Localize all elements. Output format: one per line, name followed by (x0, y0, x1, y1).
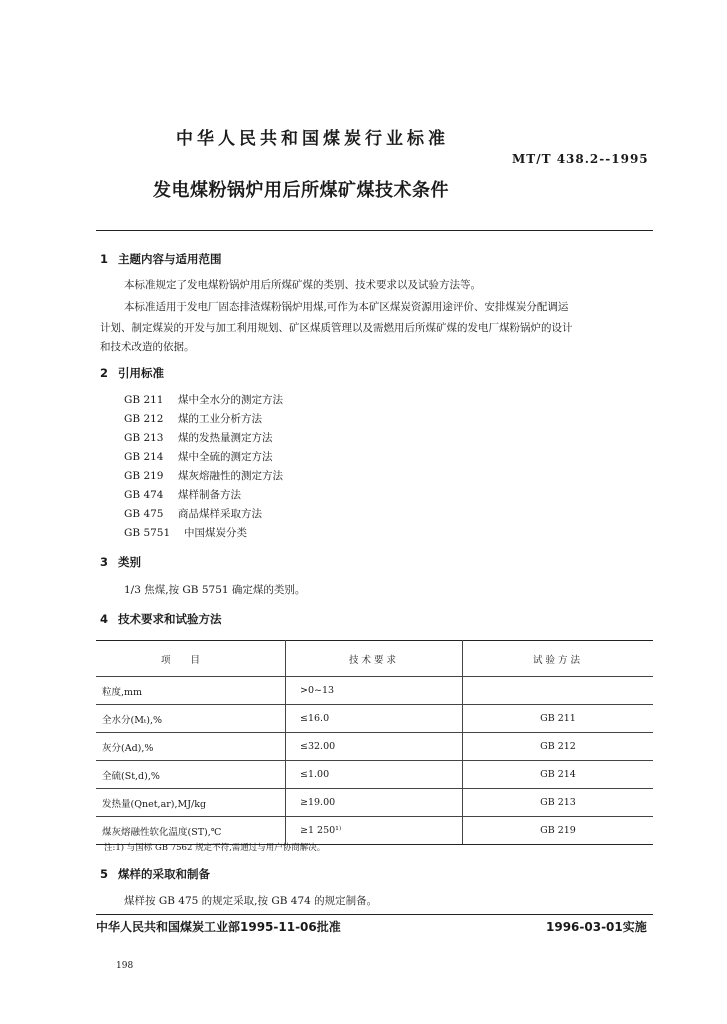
section-number: 4 (100, 612, 109, 626)
section-number: 5 (100, 867, 109, 881)
reference-item (124, 411, 262, 426)
reference-name: 煤的工业分析方法 (178, 413, 262, 425)
table-cell: 发热量(Qnet,ar),MJ/kg (96, 789, 286, 817)
table-cell: ≥1 250¹⁾ (286, 817, 463, 845)
table-cell: 全水分(Mₜ),% (96, 705, 286, 733)
table-cell: >0~13 (286, 677, 463, 705)
table-cell: GB 212 (463, 733, 654, 761)
paragraph: 本标准适用于发电厂固态排渣煤粉锅炉用煤,可作为本矿区煤炭资源用途评价、安排煤炭分配调运 (124, 301, 569, 313)
paragraph: 1/3 焦煤,按 GB 5751 确定煤的类别。 (124, 584, 306, 596)
table-row (96, 761, 653, 789)
reference-name: 煤中全水分的测定方法 (178, 394, 283, 406)
reference-name: 煤中全硫的测定方法 (178, 451, 273, 463)
reference-name: 煤灰熔融性的测定方法 (178, 470, 283, 482)
section-title: 煤样的采取和制备 (118, 867, 210, 881)
section-5-heading (100, 866, 210, 882)
table-cell: 粒度,mm (96, 677, 286, 705)
column-header: 项目 (96, 641, 286, 677)
table-cell: ≤1.00 (286, 761, 463, 789)
section-1-heading (100, 251, 222, 267)
approval-line: 中华人民共和国煤炭工业部1995-11-06批准 (96, 920, 341, 934)
table-cell: GB 214 (463, 761, 654, 789)
reference-item (124, 430, 273, 445)
standard-organization: 中华人民共和国煤炭行业标准 (176, 129, 449, 149)
technical-requirements-table (96, 640, 653, 845)
section-title: 引用标准 (118, 366, 164, 380)
reference-item (124, 506, 262, 521)
reference-code: GB 212 (124, 413, 164, 425)
section-number: 3 (100, 555, 109, 569)
section-title: 类别 (118, 555, 141, 569)
table-cell: ≥19.00 (286, 789, 463, 817)
standard-number: MT/T 438.2--1995 (512, 152, 649, 166)
reference-item (124, 392, 283, 407)
document-title: 发电煤粉锅炉用后所煤矿煤技术条件 (153, 180, 449, 201)
reference-item (124, 487, 241, 502)
section-2-heading (100, 365, 164, 381)
reference-item (124, 525, 247, 540)
table-cell: GB 219 (463, 817, 654, 845)
reference-name: 商品煤样采取方法 (178, 508, 262, 520)
table-cell: 煤灰熔融性软化温度(ST),℃ (96, 817, 286, 845)
reference-code: GB 475 (124, 508, 164, 520)
reference-code: GB 5751 (124, 527, 171, 539)
page-number: 198 (116, 961, 134, 971)
column-header: 试验方法 (463, 641, 654, 677)
footer-divider (96, 914, 653, 915)
section-number: 1 (100, 252, 109, 266)
reference-code: GB 213 (124, 432, 164, 444)
paragraph: 计划、制定煤炭的开发与加工利用规划、矿区煤质管理以及需燃用后所煤矿煤的发电厂煤粉锅炉的设计 (100, 322, 573, 334)
paragraph: 煤样按 GB 475 的规定采取,按 GB 474 的规定制备。 (124, 895, 378, 907)
table-row (96, 733, 653, 761)
table-footnote: 注:1) 与国标 GB 7562 规定不符,需通过与用户协商解决。 (104, 843, 326, 853)
reference-name: 煤的发热量测定方法 (178, 432, 273, 444)
reference-code: GB 211 (124, 394, 164, 406)
table-cell (463, 677, 654, 705)
table-row (96, 789, 653, 817)
section-3-heading (100, 554, 141, 570)
table-cell: 灰分(Ad),% (96, 733, 286, 761)
implementation-date: 1996-03-01实施 (546, 920, 647, 934)
section-title: 技术要求和试验方法 (118, 612, 222, 626)
table-row (96, 705, 653, 733)
table-cell: GB 211 (463, 705, 654, 733)
section-number: 2 (100, 366, 109, 380)
reference-code: GB 474 (124, 489, 164, 501)
reference-name: 煤样制备方法 (178, 489, 241, 501)
title-divider (96, 230, 653, 231)
column-header: 技术要求 (286, 641, 463, 677)
paragraph: 本标准规定了发电煤粉锅炉用后所煤矿煤的类别、技术要求以及试验方法等。 (124, 279, 481, 291)
reference-code: GB 219 (124, 470, 164, 482)
section-title: 主题内容与适用范围 (118, 252, 222, 266)
paragraph: 和技术改造的依据。 (100, 341, 195, 353)
reference-code: GB 214 (124, 451, 164, 463)
table-cell: 全硫(St,d),% (96, 761, 286, 789)
section-4-heading (100, 611, 222, 627)
table-row (96, 677, 653, 705)
reference-item (124, 449, 273, 464)
table-cell: ≤16.0 (286, 705, 463, 733)
reference-name: 中国煤炭分类 (184, 527, 247, 539)
table-cell: GB 213 (463, 789, 654, 817)
table-header-row (96, 641, 653, 677)
table-cell: ≤32.00 (286, 733, 463, 761)
reference-item (124, 468, 283, 483)
